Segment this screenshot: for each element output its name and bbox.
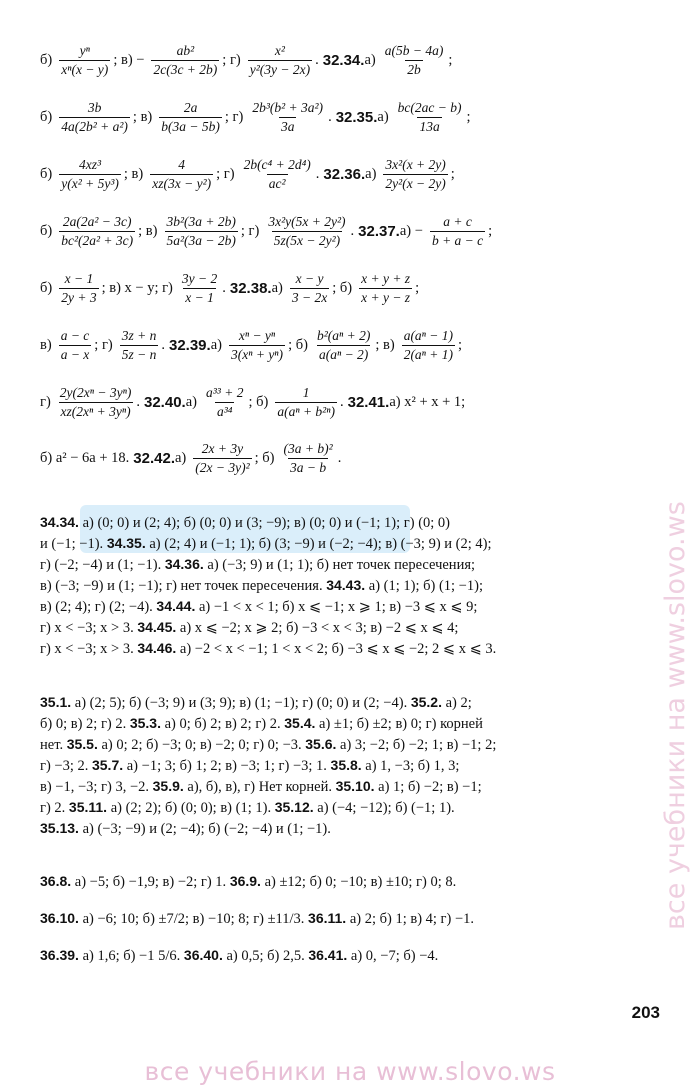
numerator: 2b(c⁴ + 2d⁴) [243,156,311,172]
exercise-number: 32.40. [144,393,186,411]
answer-line [40,638,665,659]
answer-line [40,713,665,734]
exercise-number: 35.10. [335,778,375,794]
exercise-number: 35.9. [152,778,184,794]
answer-text: а) [365,165,377,182]
answer-text: а) [364,51,376,68]
denominator: 5z(5x − 2y²) [273,232,341,248]
answer-text: ; в) [138,222,158,239]
exercise-number: 34.34. [40,514,79,530]
numerator: 1 [302,384,310,400]
answer-line [40,320,665,370]
denominator: 5z − n [121,346,157,362]
answer-text: б) a² − 6a + 18. [40,449,130,466]
exercise-number: 35.12. [274,799,314,815]
answer-text: а) − [399,222,423,239]
answer-text: ; [415,279,420,296]
denominator: 3a − b [290,459,327,475]
answer-text: а) 2; [441,695,472,711]
answer-text: а) 1; б) −2; в) −1; [374,779,482,795]
numerator: a(5b − 4a) [384,42,444,58]
exercise-number: 34.46. [137,640,177,656]
numerator: 2y(2xⁿ − 3yⁿ) [59,384,132,400]
answer-text: а) (0; 0) и (2; 4); б) (0; 0) и (3; −9); в) (0; 0) и (−1; 1); г) (0; 0) [78,515,451,531]
numerator: 2a [183,99,198,115]
answer-text: б) [40,108,53,125]
answer-text: а) −1; 3; б) 1; 2; в) −3; 1; г) −3; 1. [123,758,331,774]
fraction [383,43,446,78]
fraction [151,43,219,78]
fraction [59,328,92,363]
answer-text: а) −5; б) −1,9; в) −2; г) 1. [71,874,230,890]
exercise-number: 34.36. [164,556,204,572]
fraction [59,43,110,78]
fraction [282,441,335,476]
answer-text: а) 2; б) 1; в) 4; г) −1. [346,911,475,927]
numerator: b²(aⁿ + 2) [316,327,371,343]
numerator: 3x²(x + 2y) [385,156,446,172]
answer-text: а) [377,108,389,125]
answer-text: а) [175,449,187,466]
numerator: 3y − 2 [181,270,218,286]
answer-text: ; б) [248,393,269,410]
answer-text: ; в) [132,108,153,125]
denominator: bc²(2a² + 3c) [61,232,134,248]
answer-text: а) (−3; 9) и (1; 1); б) нет точек пересечения; [203,557,476,573]
numerator: ab² [176,42,195,58]
numerator: x − y [295,270,324,286]
answer-text: а) 0, −7; б) −4. [347,948,439,964]
denominator: b(3a − 5b) [161,118,220,134]
answer-text: . [328,108,332,125]
denominator: 2c(3c + 2b) [153,61,218,77]
answer-text: в) [40,336,52,353]
answer-line [40,149,665,199]
answer-text: б) [40,51,53,68]
answer-line [40,554,665,575]
answer-text: в) (−3; −9) и (1; −1); г) нет точек пересечения. [40,578,327,594]
answer-text: а) −1 < x < 1; б) x ⩽ −1; x ⩾ 1; в) −3 ⩽ x ⩽ 9; [195,599,478,615]
answer-text: ; [488,222,493,239]
numerator: x² [274,42,285,58]
answer-text: а), б), в), г) Нет корней. [183,779,336,795]
answer-line [40,206,665,256]
exercise-number: 32.36. [323,165,366,183]
answer-line [40,92,665,142]
answer-text: а) ±12; б) 0; −10; в) ±10; г) 0; 8. [260,874,457,890]
answer-text: г) −3; 2. [40,758,92,774]
answer-text: ; в) [375,336,395,353]
answer-text: ; г) [216,165,235,182]
answer-text: а) [185,393,197,410]
exercise-number: 32.41. [347,393,390,411]
answer-text: а) 1,6; б) −1 5/6. [78,948,184,964]
fraction [430,214,485,249]
numerator: x − 1 [64,270,94,286]
fraction [193,441,251,476]
exercise-number: 35.13. [40,820,79,836]
answer-text: а) [210,336,222,353]
watermark-side: все учебники на www.slovo.ws [660,501,691,930]
fraction [402,328,455,363]
fraction [383,157,447,192]
denominator: 13a [419,118,440,134]
answer-text: ; г) [240,222,260,239]
exercise-number: 35.1. [40,694,72,710]
denominator: xⁿ(x − y) [61,61,109,77]
fraction [59,100,130,135]
answer-text: ; г) [222,51,241,68]
answer-line [40,908,665,929]
numerator: 2x + 3y [201,440,244,456]
fraction [59,214,135,249]
answer-text: а) x ⩽ −2; x ⩾ 2; б) −3 < x < 3; в) −2 ⩽ x ⩽ 4; [176,620,459,636]
answer-text: г) x < −3; x > 3. [40,620,138,636]
answer-line [40,377,665,427]
denominator: 2y + 3 [61,289,97,305]
answer-text: . [350,222,355,239]
exercise-number: 35.6. [305,736,337,752]
answer-text: б) [40,165,53,182]
exercise-number: 32.35. [335,108,378,126]
answer-text: а) (2; 2); б) (0; 0); в) (1; 1). [107,800,275,816]
exercise-number: 36.8. [40,873,72,889]
fraction [120,328,159,363]
answer-text: . [315,165,320,182]
fraction [180,271,219,306]
denominator: x + y − z [361,289,411,305]
answer-text: а) 0; 2; б) −3; 0; в) −2; 0; г) 0; −3. [97,737,306,753]
answer-text: а) (2; 5); б) (−3; 9) и (3; 9); в) (1; −1); г) (0; 0) и (2; −4). [71,695,411,711]
answer-line [40,617,665,638]
answer-line [40,35,665,85]
numerator: a³³ + 2 [205,384,244,400]
answer-text: . [315,51,319,68]
answer-text: а) (1; 1); б) (1; −1); [365,578,483,594]
answer-text: ; г) [94,336,113,353]
numerator: (3a + b)² [283,440,333,456]
answer-line [40,596,665,617]
numerator: 3z + n [121,327,157,343]
answer-text: а) 1, −3; б) 1, 3; [361,758,460,774]
exercise-number: 36.11. [308,910,347,926]
numerator: 3x²y(5x + 2y²) [268,213,346,229]
fraction [248,43,312,78]
answer-text: ; [448,51,453,68]
exercise-number: 32.37. [358,222,400,240]
numerator: 4xz³ [79,156,102,172]
exercise-number: 32.39. [168,336,211,354]
denominator: xz(3x − y²) [152,175,212,191]
answer-text: а) [271,279,283,296]
answer-text: в) (2; 4); г) (2; −4). [40,599,157,615]
answer-text: ; б) [288,336,308,353]
fraction [250,100,325,135]
fraction [59,271,98,306]
answer-text: г) x < −3; x > 3. [40,641,138,657]
answer-line [40,533,665,554]
answer-text: ; в) x − y; г) [101,279,173,296]
answer-text: ; г) [224,108,244,125]
denominator: 3 − 2x [291,289,328,305]
numerator: a + c [443,213,472,229]
denominator: y²(3y − 2x) [249,61,311,77]
denominator: a(aⁿ − 2) [318,346,369,362]
answer-line [40,263,665,313]
answer-text: а) ±1; б) ±2; в) 0; г) корней [315,716,483,732]
denominator: 2b [407,61,421,77]
numerator: yⁿ [79,42,90,58]
denominator: a − x [60,346,90,362]
watermark-bottom: все учебники на www.slovo.ws [144,1057,556,1086]
answer-text: ; б) [254,449,275,466]
numerator: 3b²(3a + 2b) [166,213,236,229]
denominator: a³⁴ [216,403,233,419]
numerator: a(aⁿ − 1) [403,327,454,343]
exercise-number: 35.4. [284,715,316,731]
answer-line [40,512,665,533]
numerator: 2a(2a² − 3c) [62,213,132,229]
fraction [165,214,238,249]
denominator: xz(2xⁿ + 3yⁿ) [60,403,131,419]
denominator: 3(xⁿ + yⁿ) [230,346,284,362]
fraction [159,100,222,135]
exercise-number: 35.11. [68,799,108,815]
fraction [359,271,412,306]
page-number: 203 [631,1003,660,1022]
fraction [150,157,213,192]
answer-text: а) 3; −2; б) −2; 1; в) −1; 2; [336,737,497,753]
answer-text: . [339,393,344,410]
answer-text: а) 0; б) 2; в) 2; г) 2. [160,716,285,732]
denominator: (2x − 3y)² [195,459,250,475]
answer-line [40,433,665,483]
answer-text: ; [458,336,463,353]
exercise-number: 36.9. [229,873,261,889]
numerator: a − c [60,327,90,343]
answer-text: а) −6; 10; б) ±7/2; в) −10; 8; г) ±11/3. [78,911,309,927]
answer-text: . [337,449,342,466]
answer-line [40,871,665,892]
denominator: 3a [280,118,295,134]
fraction [242,157,313,192]
answer-text: г) (−2; −4) и (1; −1). [40,557,165,573]
answer-text: б) [40,222,53,239]
answer-text: г) 2. [40,800,69,816]
answer-text: в) −1, −3; г) 3, −2. [40,779,153,795]
denominator: a(aⁿ + b²ⁿ) [277,403,335,419]
fraction [58,385,134,420]
exercise-number: 36.41. [308,947,348,963]
numerator: 4 [178,156,186,172]
denominator: 4a(2b² + a²) [61,118,128,134]
numerator: bc(2ac − b) [397,99,462,115]
fraction [59,157,121,192]
answer-line [40,797,665,818]
answer-text: ; в) − [113,51,145,68]
answer-text: ; [466,108,471,125]
answer-line [40,734,665,755]
answer-text: . [161,336,165,353]
denominator: 5a²(3a − 2b) [166,232,236,248]
exercise-number: 35.3. [129,715,161,731]
fraction [290,271,329,306]
answer-text: а) (−4; −12); б) (−1; 1). [313,800,455,816]
numerator: 3b [87,99,102,115]
exercise-number: 36.10. [40,910,79,926]
fraction [266,214,347,249]
answer-text: а) (2; 4) и (−1; 1); б) (3; −9) и (−2; −4); в) (−3; 9) и (2; 4); [145,536,492,552]
exercise-number: 34.35. [106,535,146,551]
exercise-number: 36.39. [40,947,79,963]
fraction [315,328,372,363]
exercise-number: 34.44. [156,598,196,614]
exercise-number: 32.38. [229,279,272,297]
answer-line [40,692,665,713]
answer-text: г) [40,393,51,410]
answer-text: а) x² + x + 1; [389,393,466,410]
answer-text: и (−1; −1). [40,536,107,552]
answer-line [40,945,665,966]
answer-line [40,575,665,596]
answer-line [40,755,665,776]
answer-text: а) −2 < x < −1; 1 < x < 2; б) −3 ⩽ x ⩽ −2; 2 ⩽ x ⩽ 3. [176,641,497,657]
answer-text: ; в) [123,165,144,182]
answer-text: б) [40,279,53,296]
denominator: x − 1 [185,289,214,305]
answer-text: а) (−3; −9) и (2; −4); б) (−2; −4) и (1; −1). [78,821,331,837]
denominator: 2y²(x − 2y) [385,175,446,191]
denominator: y(x² + 5y³) [61,175,119,191]
exercise-number: 35.8. [330,757,362,773]
answer-text: ; [450,165,455,182]
numerator: xⁿ − yⁿ [238,327,276,343]
denominator: b + a − c [431,232,484,248]
answer-text: а) 0,5; б) 2,5. [222,948,309,964]
answer-text: . [136,393,140,410]
exercise-number: 35.7. [91,757,124,773]
answer-text: б) 0; в) 2; г) 2. [40,716,130,732]
numerator: x + y + z [361,270,411,286]
answer-line [40,818,665,839]
fraction [275,385,337,420]
answer-line [40,776,665,797]
exercise-number: 32.34. [322,51,365,69]
exercise-number: 35.5. [66,736,98,752]
answer-text: ; б) [332,279,353,296]
denominator: 2(aⁿ + 1) [403,346,454,362]
exercise-number: 32.42. [133,449,175,467]
numerator: 2b³(b² + 3a²) [252,99,324,115]
exercise-number: 36.40. [183,947,223,963]
exercise-number: 34.45. [137,619,177,635]
denominator: ac² [268,175,286,191]
exercise-number: 35.2. [410,694,442,710]
answer-text: . [222,279,226,296]
answer-text: нет. [40,737,67,753]
fraction [229,328,285,363]
fraction [396,100,464,135]
fraction [204,385,245,420]
exercise-number: 34.43. [326,577,366,593]
